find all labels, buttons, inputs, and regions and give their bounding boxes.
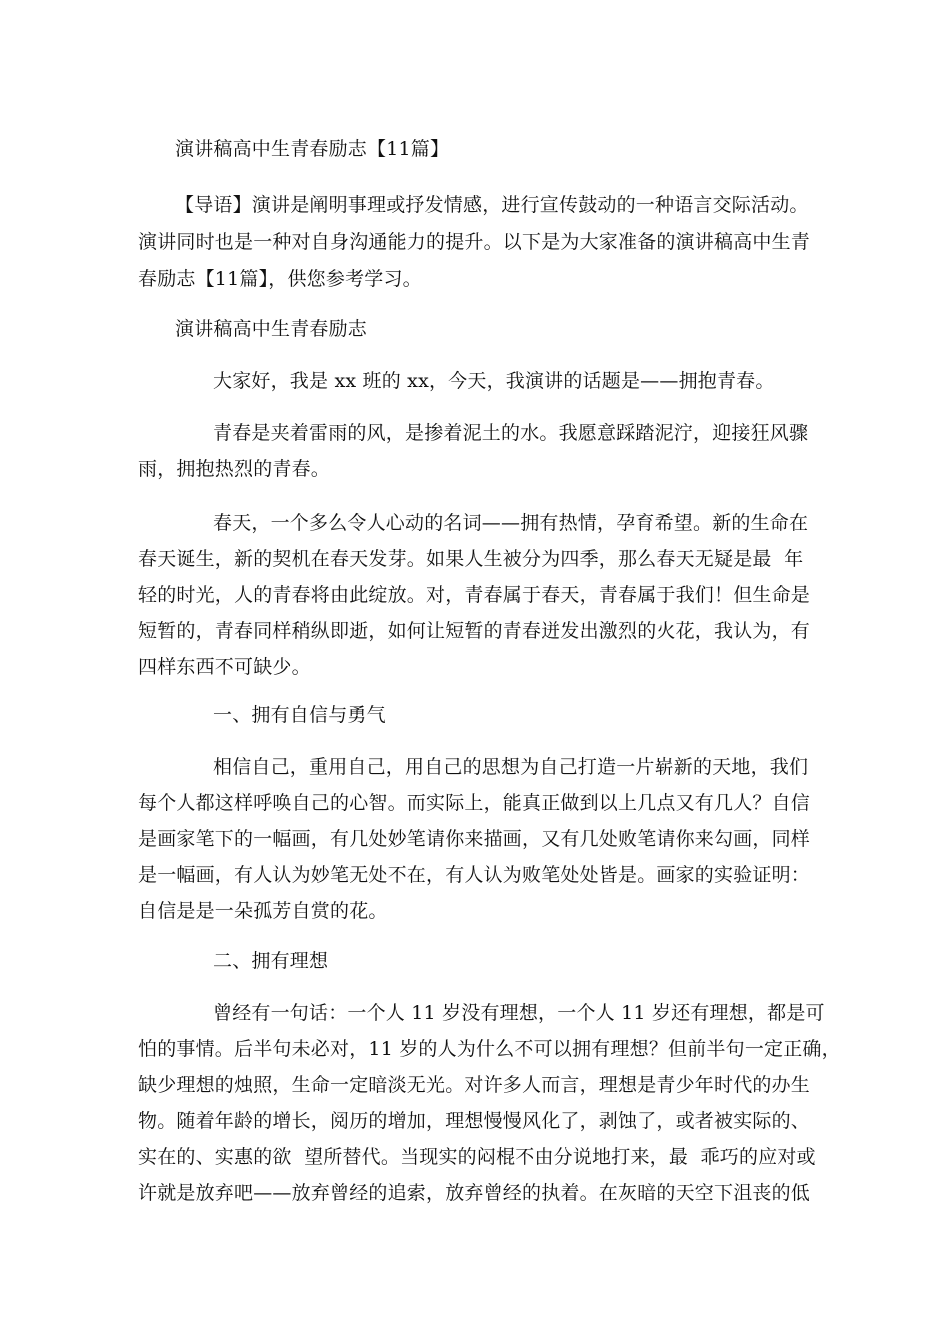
paragraph-line: 雨，拥抱热烈的青春。 (138, 458, 331, 480)
paragraph-line: 是一幅画，有人认为妙笔无处不在，有人认为败笔处处皆是。画家的实验证明： (138, 864, 811, 886)
intro-line: 演讲同时也是一种对自身沟通能力的提升。以下是为大家准备的演讲稿高中生青 (138, 231, 811, 253)
paragraph-line: 实在的、实惠的欲 望所替代。当现实的闷棍不由分说地打来，最 乖巧的应对或 (138, 1146, 816, 1168)
paragraph-line: 相信自己，重用自己，用自己的思想为自己打造一片崭新的天地，我们 (213, 756, 809, 778)
paragraph-line: 青春是夹着雷雨的风，是掺着泥土的水。我愿意踩踏泥泞，迎接狂风骤 (213, 422, 809, 444)
section-heading: 一、拥有自信与勇气 (213, 704, 386, 726)
paragraph-line: 是画家笔下的一幅画，有几处妙笔请你来描画，又有几处败笔请你来勾画，同样 (138, 828, 811, 850)
paragraph-line: 物。随着年龄的增长，阅历的增加，理想慢慢风化了，剥蚀了，或者被实际的、 (138, 1110, 811, 1132)
paragraph-line: 曾经有一句话：一个人 11 岁没有理想，一个人 11 岁还有理想，都是可 (213, 1002, 825, 1024)
section-heading: 二、拥有理想 (213, 950, 329, 972)
greeting-paragraph: 大家好，我是 xx 班的 xx，今天，我演讲的话题是——拥抱青春。 (213, 370, 775, 392)
paragraph-line: 许就是放弃吧——放弃曾经的追索，放弃曾经的执着。在灰暗的天空下沮丧的低 (138, 1182, 811, 1204)
paragraph-line: 四样东西不可缺少。 (138, 656, 311, 678)
section-title: 演讲稿高中生青春励志 (175, 318, 368, 340)
paragraph-line: 春天，一个多么令人心动的名词——拥有热情，孕育希望。新的生命在 (213, 512, 809, 534)
paragraph-line: 春天诞生，新的契机在春天发芽。如果人生被分为四季，那么春天无疑是最 年 (138, 548, 804, 570)
intro-line: 春励志【11篇】，供您参考学习。 (138, 268, 422, 290)
document-title: 演讲稿高中生青春励志【11篇】 (175, 138, 450, 160)
paragraph-line: 缺少理想的烛照，生命一定暗淡无光。对许多人而言，理想是青少年时代的办生 (138, 1074, 811, 1096)
paragraph-line: 怕的事情。后半句未必对，11 岁的人为什么不可以拥有理想？但前半句一定正确， (138, 1038, 841, 1060)
paragraph-line: 自信是是一朵孤芳自赏的花。 (138, 900, 388, 922)
intro-line: 【导语】演讲是阐明事理或抒发情感，进行宣传鼓动的一种语言交际活动。 (175, 194, 809, 216)
paragraph-line: 每个人都这样呼唤自己的心智。而实际上，能真正做到以上几点又有几人？自信 (138, 792, 811, 814)
paragraph-line: 短暂的，青春同样稍纵即逝，如何让短暂的青春迸发出激烈的火花，我认为，有 (138, 620, 811, 642)
paragraph-line: 轻的时光，人的青春将由此绽放。对，青春属于春天，青春属于我们！但生命是 (138, 584, 811, 606)
